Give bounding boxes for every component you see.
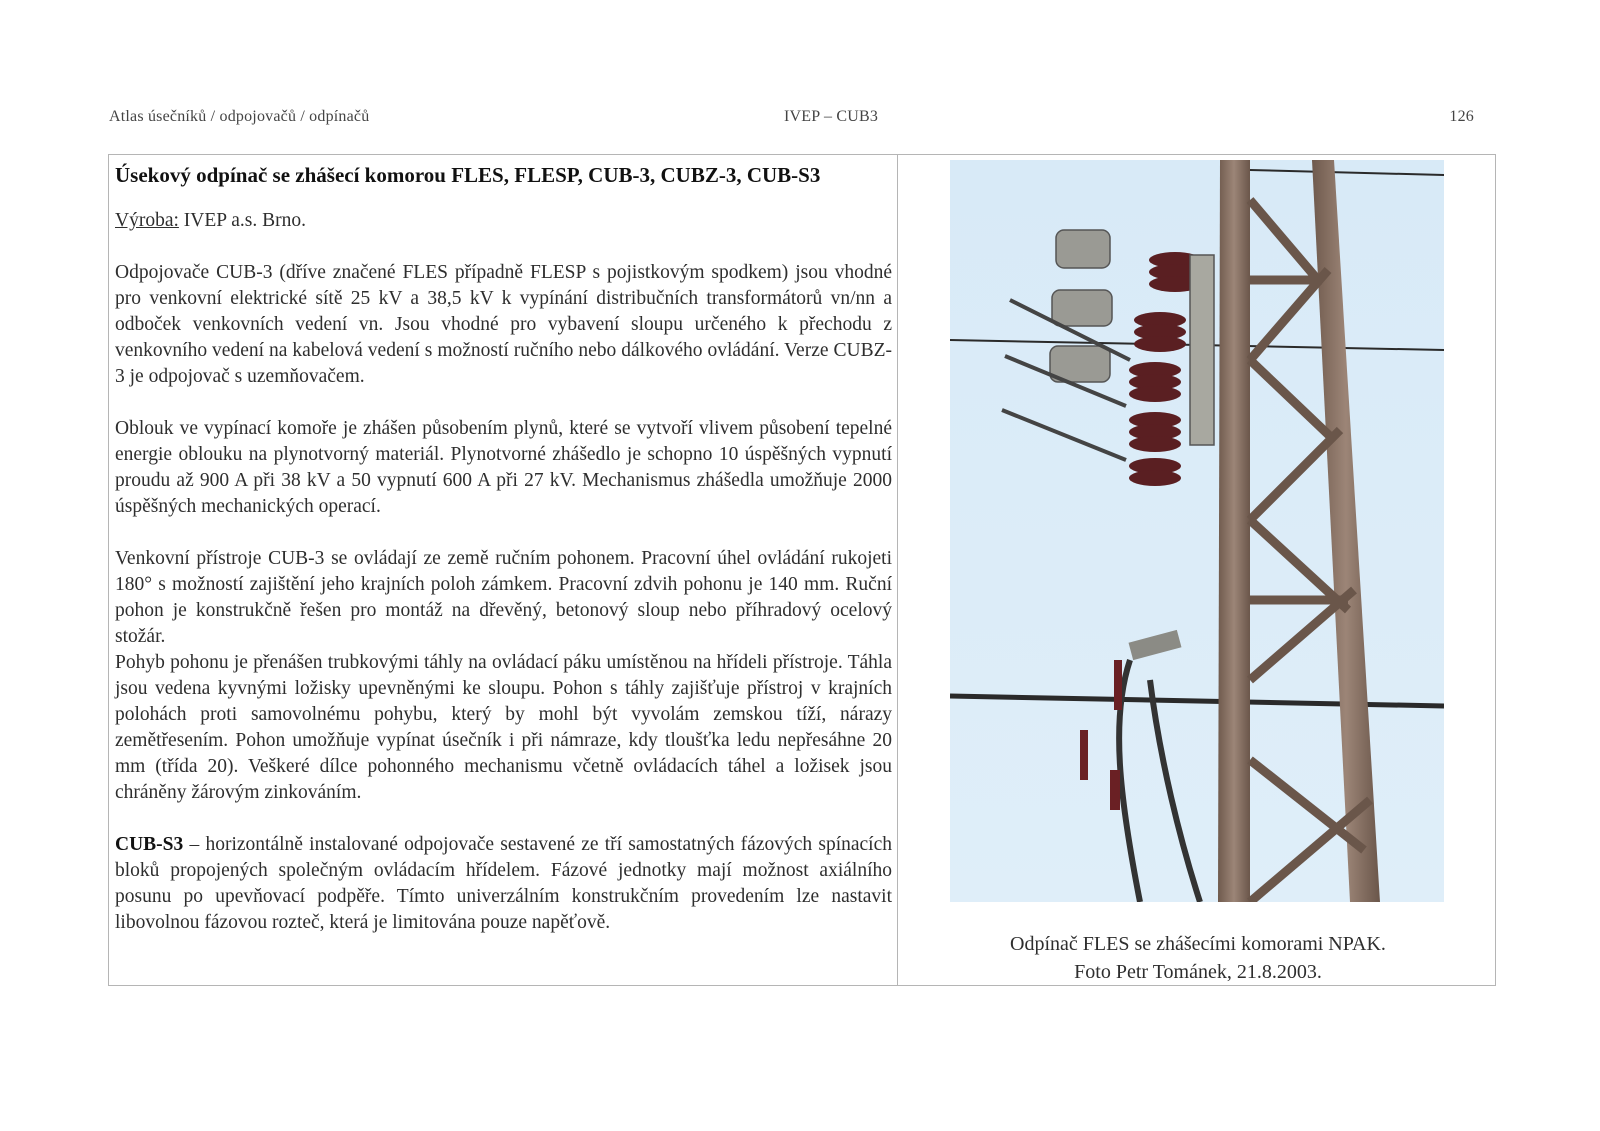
page-number: 126 [1449, 108, 1474, 125]
paragraph-cub-s3 [115, 832, 892, 936]
paragraph-drive-motion: Pohyb pohonu je přenášen trubkovými táhly na ovládací páku umístěnou na hřídeli přístroje. Táhla jsou vedena kyvnými ložisky upevněnými ke sloupu. Pohon s táhly zajišťuje přístroj v krajních polohách proti samovolnému pohybu, který by mohl být vyvolám zemskou tíží, nárazy zemětřesením. Pohon umožňuje vypínat úsečník i při námraze, kdy tloušťka ledu nepřesáhne 20 mm (třída 20). Veškeré dílce pohonného mechanismu včetně ovládacích táhel a ložisek jsou chráněny žárovým zinkováním. [115, 652, 892, 803]
column-divider [897, 154, 898, 986]
photo-caption [900, 930, 1496, 986]
header-section-title: IVEP – CUB3 [784, 108, 879, 125]
lower-insulators [1080, 660, 1122, 810]
manufacturer-line [115, 208, 892, 234]
photo-illustration [950, 160, 1444, 902]
manufacturer-label: Výroba: [115, 210, 179, 231]
cub-s3-description: – horizontálně instalované odpojovače sestavené ze tří samostatných fázových spínacích bloků propojených společným ovládacím hřídelem. Fázové jednotky mají možnost axiálního posunu po upevňovací podpěře. Tímto univerzálním konstrukčním provedením lze nastavit libovolnou fázovou rozteč, která je limitována pouze napěťově. [115, 834, 892, 933]
crossarm-wire [950, 696, 1444, 706]
paragraph-arc-quenching: Oblouk ve vypínací komoře je zhášen působením plynů, které se vytvoří vlivem působení tepelné energie oblouku na plynotvorný materiál. Plynotvorné zhášedlo je schopno 10 úspěšných vypnutí proudu až 900 A při 38 kV a 50 vypnutí 600 A při 27 kV. Mechanismus zhášedla umožňuje 2000 úspěšných mechanických operací. [115, 418, 892, 517]
caption-line-1: Odpínač FLES se zhášecími komorami NPAK. [1010, 933, 1386, 955]
article-title: Úsekový odpínač se zhášecí komorou FLES, FLESP, CUB-3, CUBZ-3, CUB-S3 [115, 163, 821, 187]
tower-leg-left [1218, 160, 1250, 902]
paragraph-manual-drive: Venkovní přístroje CUB-3 se ovládají ze země ručním pohonem. Pracovní úhel ovládání rukojeti 180° s možností zajištění jeho krajních poloh zámkem. Pracovní zdvih pohonu je 140 mm. Ruční pohon je konstrukčně řešen pro montáž na dřevěný, betonový sloup nebo příhradový ocelový stožár. [115, 548, 892, 647]
switch-chambers [1050, 230, 1214, 445]
cub-s3-label: CUB-S3 [115, 834, 184, 855]
switch-photo [950, 160, 1444, 902]
manufacturer-value: IVEP a.s. Brno. [178, 210, 307, 231]
cables [1119, 660, 1200, 902]
top-wire [1250, 170, 1444, 175]
caption-line-2: Foto Petr Tománek, 21.8.2003. [1074, 961, 1322, 983]
header-atlas-title: Atlas úsečníků / odpojovačů / odpínačů [109, 108, 370, 125]
article-text-column [115, 160, 892, 936]
paragraph-intro: Odpojovače CUB-3 (dříve značené FLES případně FLESP s pojistkovým spodkem) jsou vhodné pro venkovní elektrické sítě 25 kV a 38,5 kV k vypínání distribučních transformátorů vn/nn a odboček venkovních vedení vn. Jsou vhodné pro vybavení sloupu určeného k přechodu z venkovního vedení na kabelová vedení s možností ručního nebo dálkového ovládání. Verze CUBZ-3 je odpojovač s uzemňovačem. [115, 262, 892, 387]
lower-bracket [1129, 630, 1182, 660]
